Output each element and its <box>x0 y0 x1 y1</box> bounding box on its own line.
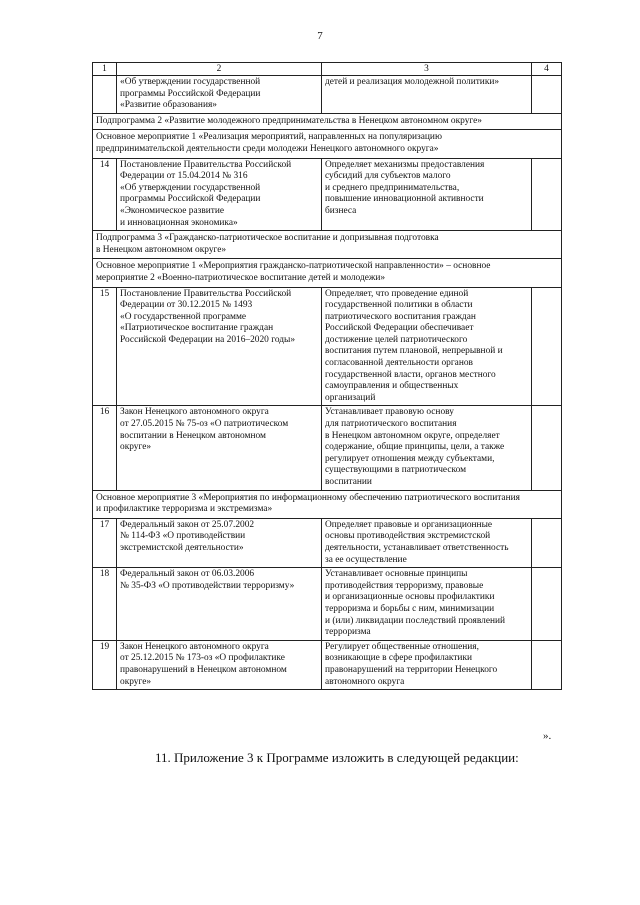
subprogram-2-title: Подпрограмма 2 «Развитие молодежного предпринимательства в Ненецком автономном округе» <box>93 113 562 130</box>
col-header-2: 2 <box>117 63 322 76</box>
description-cell: Определяет, что проведение единой государственной политики в области патриотического воспитания граждан Российской Федерации обеспечивает достижение целей патриотического воспитания путем плановой, непрерывной и согласованной деятельности органов государственной власти, органов местного самоуправления и общественных организаций <box>322 287 532 406</box>
document-cell: «Об утверждении государственной программы Российской Федерации «Развитие образования» <box>117 76 322 114</box>
event-row-sub3-3 <box>93 490 562 518</box>
table-row <box>93 158 562 231</box>
description-cell: детей и реализация молодежной политики» <box>322 76 532 114</box>
note-cell <box>532 76 562 114</box>
subprogram-row-2 <box>93 113 562 130</box>
document-cell: Постановление Правительства Российской Федерации от 15.04.2014 № 316 «Об утверждении государственной программы Российской Федерации «Экономическое развитие и инновационная экономика» <box>117 158 322 231</box>
note-cell <box>532 287 562 406</box>
col-header-4: 4 <box>532 63 562 76</box>
page-number: 7 <box>317 30 323 42</box>
legal-basis-table <box>92 62 562 690</box>
col-header-3: 3 <box>322 63 532 76</box>
closing-quote-mark: ». <box>543 730 552 742</box>
table-row <box>93 287 562 406</box>
row-number-empty <box>93 76 117 114</box>
table-row <box>93 518 562 567</box>
subprogram-3-events-1-2: Основное мероприятие 1 «Мероприятия гражданско-патриотической направленности» – основное мероприятие 2 «Военно-патриотическое воспитание детей и молодежи» <box>93 259 562 287</box>
table-header-row <box>93 63 562 76</box>
paragraph-11: 11. Приложение 3 к Программе изложить в следующей редакции: <box>155 750 519 765</box>
note-cell <box>532 158 562 231</box>
subprogram-2-event-1: Основное мероприятие 1 «Реализация мероприятий, направленных на популяризацию предпринимательской деятельности среди молодежи Ненецкого автономного округа» <box>93 130 562 158</box>
note-cell <box>532 518 562 567</box>
note-cell <box>532 406 562 490</box>
event-row-sub2-1 <box>93 130 562 158</box>
event-row-sub3-1-2 <box>93 259 562 287</box>
description-cell: Определяет механизмы предоставления субсидий для субъектов малого и среднего предпринимательства, повышение инновационной активности бизнеса <box>322 158 532 231</box>
row-number: 15 <box>93 287 117 406</box>
document-cell: Постановление Правительства Российской Федерации от 30.12.2015 № 1493 «О государственной программе «Патриотическое воспитание граждан Российской Федерации на 2016–2020 годы» <box>117 287 322 406</box>
table-row <box>93 640 562 689</box>
subprogram-3-event-3: Основное мероприятие 3 «Мероприятия по информационному обеспечению патриотического воспитания и профилактике терроризма и экстремизма» <box>93 490 562 518</box>
table-row <box>93 406 562 490</box>
table-row-continuation <box>93 76 562 114</box>
table-row <box>93 568 562 641</box>
description-cell: Устанавливает основные принципы противодействия терроризму, правовые и организационные основы профилактики терроризма и борьбы с ним, минимизации и (или) ликвидации последствий проявлений терроризма <box>322 568 532 641</box>
note-cell <box>532 568 562 641</box>
row-number: 18 <box>93 568 117 641</box>
subprogram-3-title: Подпрограмма 3 «Гражданско-патриотическое воспитание и допризывная подготовка в Ненецком автономном округе» <box>93 231 562 259</box>
description-cell: Определяет правовые и организационные основы противодействия экстремистской деятельности, устанавливает ответственность за ее осуществление <box>322 518 532 567</box>
row-number: 16 <box>93 406 117 490</box>
document-cell: Закон Ненецкого автономного округа от 25.12.2015 № 173-оз «О профилактике правонарушений в Ненецком автономном округе» <box>117 640 322 689</box>
document-cell: Федеральный закон от 06.03.2006 № 35-ФЗ «О противодействии терроризму» <box>117 568 322 641</box>
row-number: 14 <box>93 158 117 231</box>
col-header-1: 1 <box>93 63 117 76</box>
document-cell: Федеральный закон от 25.07.2002 № 114-ФЗ «О противодействии экстремистской деятельности» <box>117 518 322 567</box>
row-number: 17 <box>93 518 117 567</box>
note-cell <box>532 640 562 689</box>
row-number: 19 <box>93 640 117 689</box>
description-cell: Регулирует общественные отношения, возникающие в сфере профилактики правонарушений на территории Ненецкого автономного округа <box>322 640 532 689</box>
subprogram-row-3 <box>93 231 562 259</box>
document-cell: Закон Ненецкого автономного округа от 27.05.2015 № 75-оз «О патриотическом воспитании в Ненецком автономном округе» <box>117 406 322 490</box>
description-cell: Устанавливает правовую основу для патриотического воспитания в Ненецком автономном округе, определяет содержание, общие принципы, цели, а также регулирует отношения между субъектами, существующими в патриотическом воспитании <box>322 406 532 490</box>
